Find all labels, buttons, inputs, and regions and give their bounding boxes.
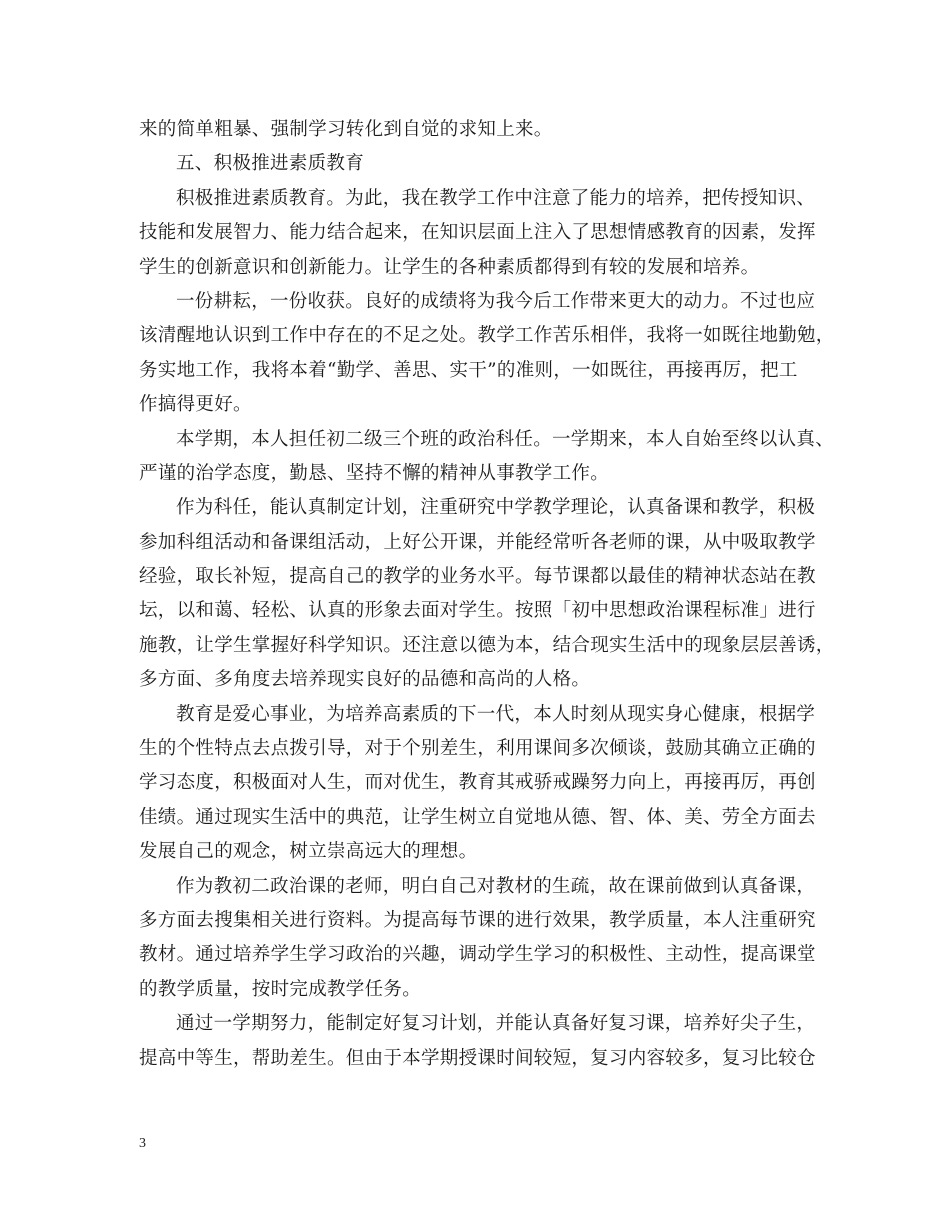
- body-text: [139, 113, 835, 1076]
- text-line: 多方面去搜集相关进行资料。为提高每节课的进行效果，教学质量，本人注重研究: [139, 909, 816, 931]
- text-line: 施教，让学生掌握好科学知识。还注意以德为本，结合现实生活中的现象层层善诱，: [139, 634, 835, 656]
- text-line: 参加科组活动和备课组活动，上好公开课，并能经常听各老师的课，从中吸取教学: [139, 531, 816, 553]
- text-line: 一份耕耘，一份收获。良好的成绩将为我今后工作带来更大的动力。不过也应: [176, 290, 816, 312]
- text-line: 技能和发展智力、能力结合起来，在知识层面上注入了思想情感教育的因素，发挥: [139, 222, 816, 244]
- text-line: 通过一学期努力，能制定好复习计划，并能认真备好复习课，培养好尖子生，: [176, 1013, 816, 1035]
- text-line: 生的个性特点去点拨引导，对于个别差生，利用课间多次倾谈，鼓励其确立正确的: [139, 738, 816, 760]
- text-line: 的教学质量，按时完成教学任务。: [139, 978, 422, 1000]
- text-line: 该清醒地认识到工作中存在的不足之处。教学工作苦乐相伴，我将一如既往地勤勉，: [139, 325, 835, 347]
- text-line: 发展自己的观念，树立崇高远大的理想。: [139, 841, 478, 863]
- text-line: 提高中等生，帮助差生。但由于本学期授课时间较短，复习内容较多，复习比较仓: [139, 1047, 816, 1069]
- text-line: 来的简单粗暴、强制学习转化到自觉的求知上来。: [139, 119, 553, 140]
- page-number: 3: [139, 1136, 146, 1151]
- text-line: 学习态度，积极面对人生，而对优生，教育其戒骄戒躁努力向上，再接再厉，再创: [139, 772, 816, 794]
- text-line: 教材。通过培养学生学习政治的兴趣，调动学生学习的积极性、主动性，提高课堂: [139, 944, 816, 966]
- text-line: 严谨的治学态度，勤恳、坚持不懈的精神从事教学工作。: [139, 462, 610, 484]
- text-line: 本学期，本人担任初二级三个班的政治科任。一学期来，本人自始至终以认真、: [176, 428, 835, 450]
- text-line: 经验，取长补短，提高自己的教学的业务水平。每节课都以最佳的精神状态站在教: [139, 566, 816, 588]
- text-line: 作为科任，能认真制定计划，注重研究中学教学理论，认真备课和教学，积极: [176, 497, 816, 519]
- text-line: 多方面、多角度去培养现实良好的品德和高尚的人格。: [139, 669, 591, 691]
- text-line: 作搞得更好。: [139, 394, 252, 416]
- text-line: 务实地工作，我将本着“勤学、善思、实干”的准则，一如既往，再接再厉，把工: [139, 359, 798, 381]
- text-line: 教育是爱心事业，为培养高素质的下一代，本人时刻从现实身心健康，根据学: [176, 703, 816, 725]
- text-line: 作为教初二政治课的老师，明白自己对教材的生疏，故在课前做到认真备课，: [176, 875, 816, 897]
- text-line: 积极推进素质教育。为此，我在教学工作中注意了能力的培养，把传授知识、: [176, 187, 816, 209]
- text-line: 坛，以和蔼、轻松、认真的形象去面对学生。按照「初中思想政治课程标准」进行: [139, 600, 816, 622]
- text-line: 佳绩。通过现实生活中的典范，让学生树立自觉地从德、智、体、美、劳全方面去: [139, 806, 816, 828]
- text-line: 学生的创新意识和创新能力。让学生的各种素质都得到有较的发展和培养。: [139, 256, 760, 278]
- section-heading: 五、积极推进素质教育: [176, 153, 365, 175]
